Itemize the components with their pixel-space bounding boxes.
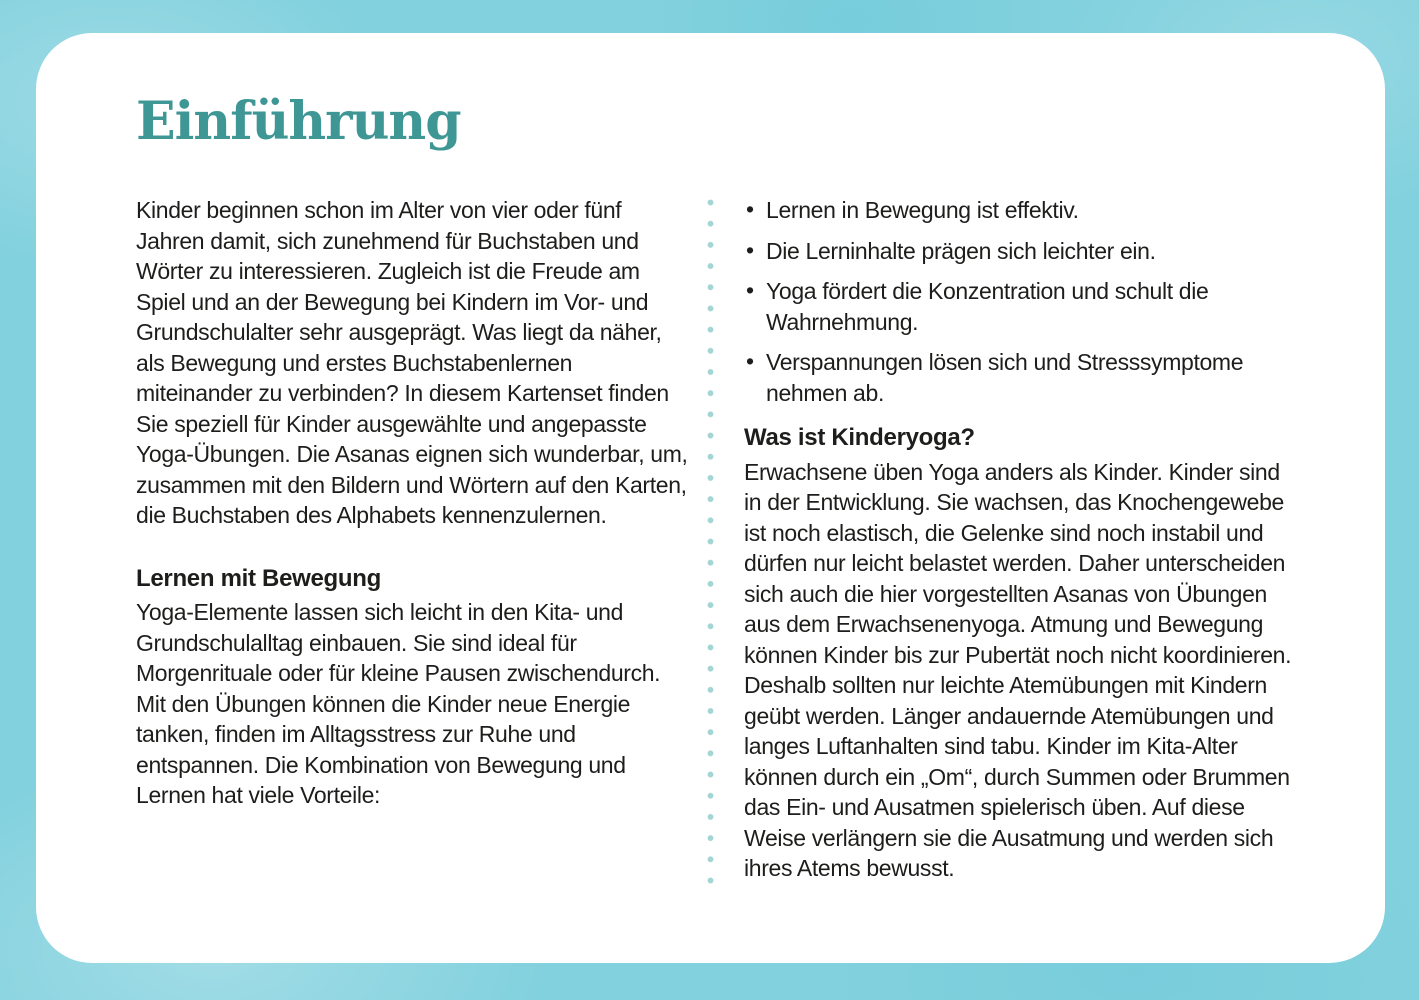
page-title: Einführung xyxy=(136,91,461,152)
dotted-column-divider xyxy=(707,199,714,889)
content-card xyxy=(36,33,1385,963)
benefits-list xyxy=(744,195,1300,408)
kinderyoga-paragraph: Erwachsene üben Yoga anders als Kinder. Kinder sind in der Entwicklung. Sie wachsen, das Knochengewebe ist noch elastisch, die Gelenke sind noch instabil und dürfen nur leicht belastet werden. Daher unterscheiden sich auch die hier vorgestellten Asanas von Übungen aus dem Erwachsenenyoga. Atmung und Bewegung können Kinder bis zur Pubertät noch nicht koordinieren. Deshalb sollten nur leichte Atemübungen mit Kindern geübt werden. Länger andauernde Atemübungen und langes Luftanhalten sind tabu. Kinder im Kita-Alter können durch ein „Om“, durch Summen oder Brummen das Ein- und Ausatmen spielerisch üben. Auf diese Weise verlängern sie die Ausatmung und werden sich ihres Atems bewusst. xyxy=(744,458,1292,881)
list-item xyxy=(744,236,1300,267)
bullet-icon: • xyxy=(746,277,754,303)
benefit-text: Die Lerninhalte prägen sich leichter ein. xyxy=(766,237,1156,264)
right-column xyxy=(744,195,1300,884)
benefit-text: Yoga fördert die Konzentration und schult die Wahrnehmung. xyxy=(766,278,1209,335)
bullet-icon: • xyxy=(746,348,754,374)
benefit-text: Lernen in Bewegung ist effektiv. xyxy=(766,197,1079,223)
list-item xyxy=(744,195,1300,226)
bullet-icon: • xyxy=(746,236,754,263)
heading-lernen-mit-bewegung: Lernen mit Bewegung xyxy=(136,564,381,592)
intro-paragraph: Kinder beginnen schon im Alter von vier oder fünf Jahren damit, sich zunehmend für Buchstaben und Wörter zu interessieren. Zugleich ist die Freude am Spiel und an der Bewegung bei Kindern im Vor- und Grundschulalter sehr ausgeprägt. Was liegt da näher, als Bewegung und erstes Buchstabenlernen miteinander zu verbinden? In diesem Kartenset finden Sie speziell für Kinder ausgewählte und angepasste Yoga-Übungen. Die Asanas eignen sich wunderbar, um, zusammen mit den Bildern und Wörtern auf den Karten, die Buchstaben des Alphabets kennenzulernen. xyxy=(136,197,688,528)
list-item xyxy=(744,347,1300,408)
heading-was-ist-kinderyoga: Was ist Kinderyoga? xyxy=(744,424,975,451)
benefit-text: Verspannungen lösen sich und Stresssymptome nehmen ab. xyxy=(766,349,1244,406)
lernen-mit-bewegung-paragraph: Yoga-Elemente lassen sich leicht in den Kita- und Grundschulalltag einbauen. Sie sind ideal für Morgenrituale oder für kleine Pausen zwischendurch. Mit den Übungen können die Kinder neue Energie tanken, finden im Alltagsstress zur Ruhe und entspannen. Die Kombination von Bewegung und Lernen hat viele Vorteile: xyxy=(136,599,661,808)
left-column xyxy=(136,195,688,811)
bullet-icon: • xyxy=(746,196,754,222)
list-item xyxy=(744,276,1300,337)
